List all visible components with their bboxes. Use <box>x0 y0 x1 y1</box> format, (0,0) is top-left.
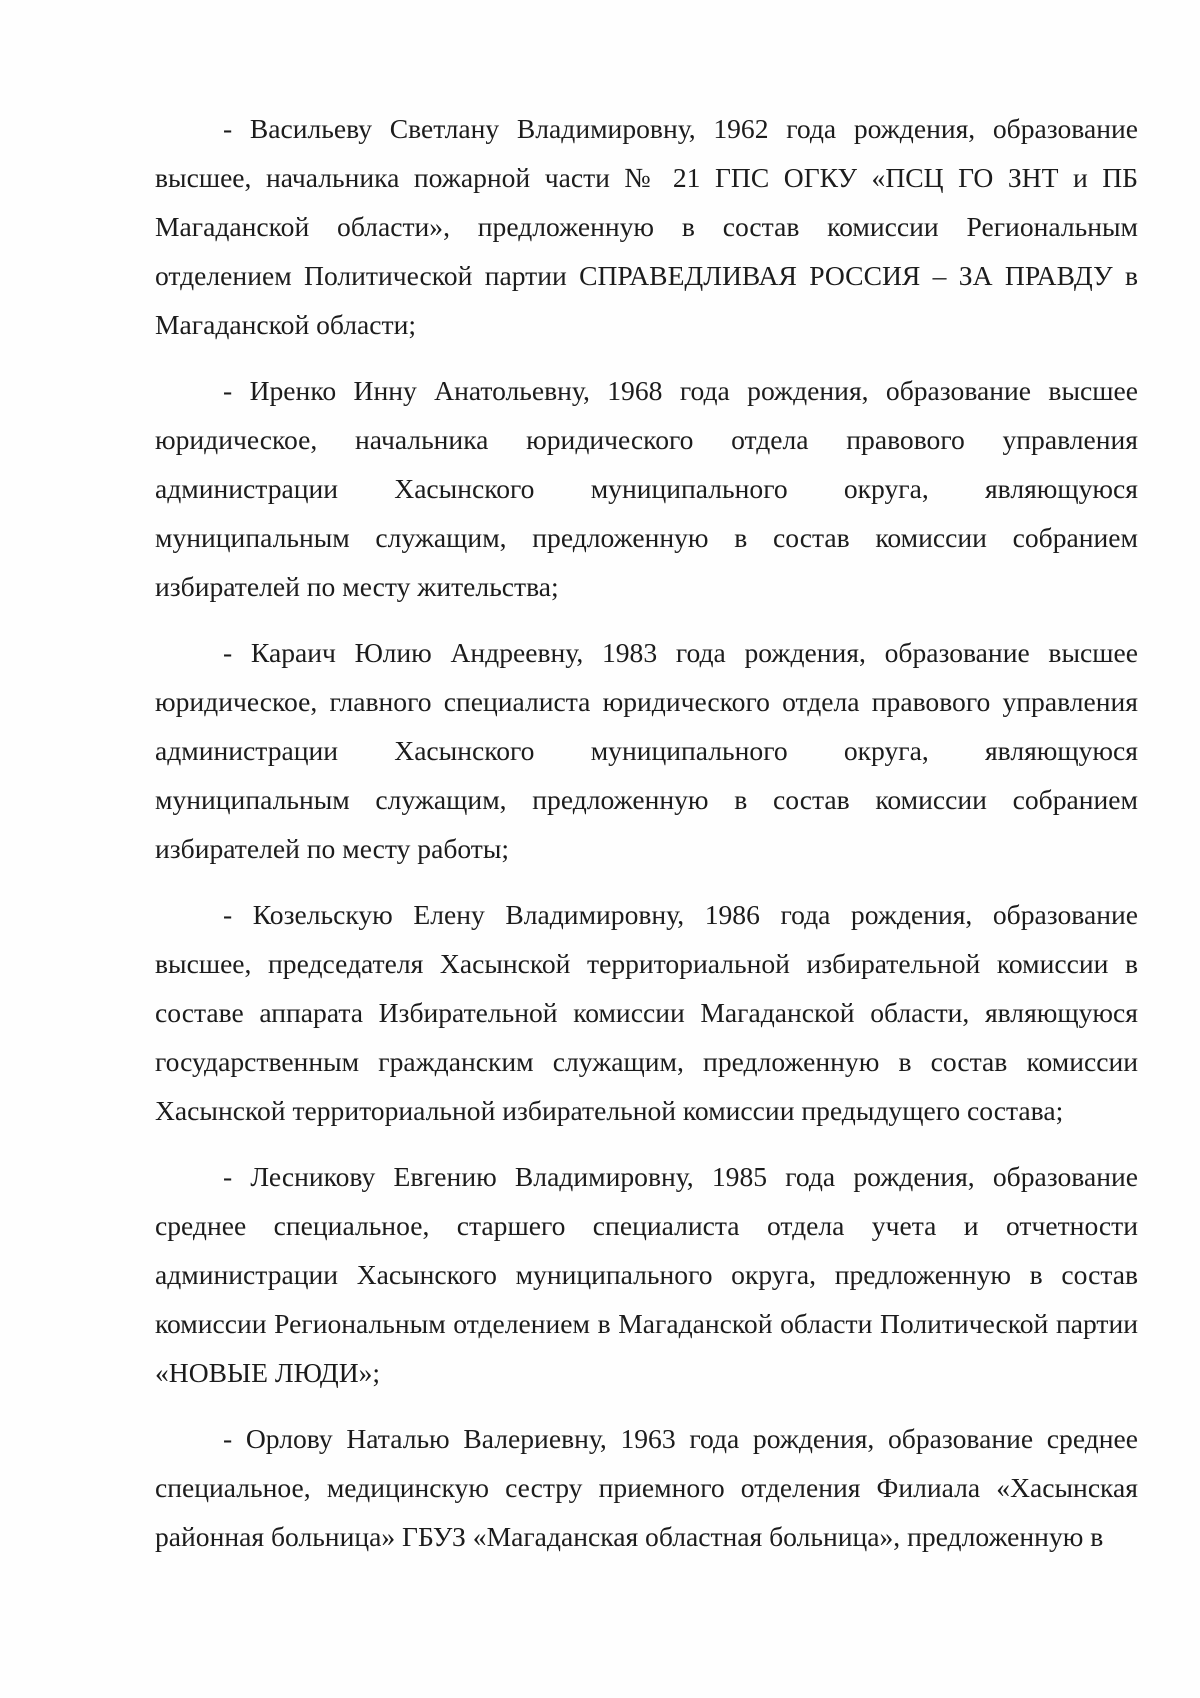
paragraph-irenko: - Иренко Инну Анатольевну, 1968 года рождения, образование высшее юридическое, начальника юридического отдела правового управления администрации Хасынского муниципального округа, являющуюся муниципальным служащим, предложенную в состав комиссии собранием избирателей по месту жительства; <box>155 375 1138 602</box>
paragraph-orlova: - Орлову Наталью Валериевну, 1963 года рождения, образование среднее специальное, медицинскую сестру приемного отделения Филиала «Хасынская районная больница» ГБУЗ «Магаданская областная больница», предложенную в <box>155 1423 1138 1552</box>
paragraph-kozelskaya: - Козельскую Елену Владимировну, 1986 года рождения, образование высшее, председателя Хасынской территориальной избирательной комиссии в составе аппарата Избирательной комиссии Магаданской области, являющуюся государственным гражданским служащим, предложенную в состав комиссии Хасынской территориальной избирательной комиссии предыдущего состава; <box>155 899 1138 1126</box>
paragraph-karaich: - Караич Юлию Андреевну, 1983 года рождения, образование высшее юридическое, главного специалиста юридического отдела правового управления администрации Хасынского муниципального округа, являющуюся муниципальным служащим, предложенную в состав комиссии собранием избирателей по месту работы; <box>155 637 1138 864</box>
paragraph-lesnikova: - Лесникову Евгению Владимировну, 1985 года рождения, образование среднее специальное, старшего специалиста отдела учета и отчетности администрации Хасынского муниципального округа, предложенную в состав комиссии Региональным отделением в Магаданской области Политической партии «НОВЫЕ ЛЮДИ»; <box>155 1161 1138 1388</box>
paragraph-vasilyeva: - Васильеву Светлану Владимировну, 1962 года рождения, образование высшее, начальника пожарной части № 21 ГПС ОГКУ «ПСЦ ГО ЗНТ и ПБ Магаданской области», предложенную в состав комиссии Региональным отделением Политической партии СПРАВЕДЛИВАЯ РОССИЯ – ЗА ПРАВДУ в Магаданской области; <box>155 113 1138 340</box>
